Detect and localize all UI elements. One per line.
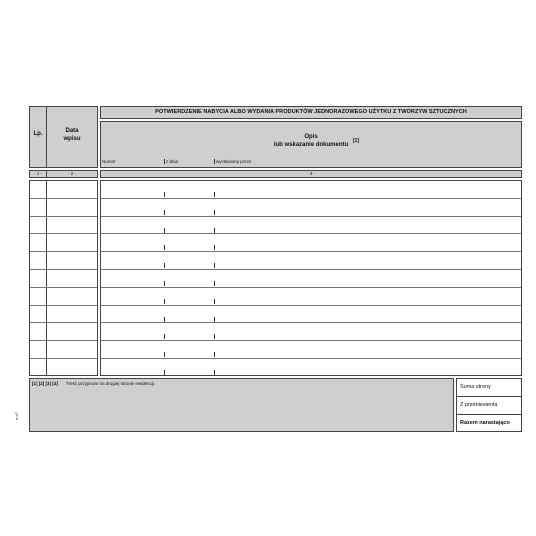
row-field-divider — [214, 228, 215, 233]
row-rule-left — [30, 216, 97, 217]
row-rule-right — [101, 358, 521, 359]
row-field-divider — [214, 334, 215, 339]
row-rule-right — [101, 269, 521, 270]
sub-numer-label: Numer — [102, 159, 116, 164]
header-data-label-line1: Data — [65, 128, 79, 134]
sub-divider-2 — [214, 159, 215, 164]
row-field-divider — [164, 245, 165, 250]
header-lp-label: Lp. — [33, 131, 43, 137]
row-rule-left — [30, 251, 97, 252]
row-field-divider — [164, 299, 165, 304]
row-rule-left — [30, 287, 97, 288]
sub-wystawiony-label: wystawiony przez — [216, 159, 252, 164]
row-field-divider — [214, 370, 215, 375]
footnote-note: Treść przypisów na drugiej stronie ewidencji. — [66, 381, 156, 386]
row-rule-right — [101, 251, 521, 252]
opis-label-line2: lub wskazanie dokumentu — [273, 142, 349, 148]
row-field-divider — [214, 352, 215, 357]
row-rule-left — [30, 305, 97, 306]
row-rule-right — [101, 216, 521, 217]
row-field-divider — [164, 192, 165, 197]
row-rule-right — [101, 340, 521, 341]
row-field-divider — [214, 210, 215, 215]
z-przeniesienia-label: Z przeniesienia — [460, 402, 498, 408]
side-form-code: e-s7 — [14, 412, 19, 420]
suma-strony-label: Suma strony — [460, 384, 491, 390]
row-rule-left — [30, 233, 97, 234]
footnotes-box — [29, 378, 454, 432]
row-rule-left — [30, 322, 97, 323]
row-field-divider — [164, 352, 165, 357]
row-field-divider — [164, 317, 165, 322]
num-label-2: - 2 - — [67, 171, 76, 176]
row-field-divider — [164, 281, 165, 286]
row-field-divider — [164, 334, 165, 339]
row-rule-right — [101, 287, 521, 288]
row-field-divider — [214, 281, 215, 286]
row-field-divider — [164, 263, 165, 268]
row-rule-right — [101, 322, 521, 323]
row-field-divider — [214, 192, 215, 197]
row-rule-right — [101, 305, 521, 306]
lp-data-divider — [46, 180, 47, 376]
row-field-divider — [214, 299, 215, 304]
form-title: POTWIERDZENIE NABYCIA ALBO WYDANIA PRODUKTÓW JEDNORAZOWEGO UŻYTKU Z TWORZYW SZTUCZNYCH — [155, 109, 467, 115]
num-label-1: - 1 - — [33, 171, 42, 176]
totals-divider-1 — [456, 396, 522, 397]
opis-footnote-ref: [1] — [353, 138, 360, 144]
row-rule-right — [101, 198, 521, 199]
razem-narastajaco-label: Razem narastająco — [460, 420, 510, 426]
header-lp-cell — [29, 106, 47, 168]
lp-data-body — [29, 180, 98, 376]
row-rule-left — [30, 198, 97, 199]
footnote-refs: [1] [2] [3] [4] — [32, 381, 58, 386]
row-field-divider — [164, 370, 165, 375]
row-field-divider — [214, 263, 215, 268]
row-rule-left — [30, 269, 97, 270]
sub-divider-1 — [164, 159, 165, 164]
totals-divider-2 — [456, 414, 522, 415]
sub-z-dnia-label: z dnia — [166, 159, 179, 164]
row-field-divider — [164, 228, 165, 233]
row-field-divider — [214, 245, 215, 250]
header-data-label-line2: wpisu — [63, 136, 81, 142]
row-rule-left — [30, 358, 97, 359]
row-rule-right — [101, 233, 521, 234]
row-field-divider — [214, 317, 215, 322]
num-label-3: - 3 - — [306, 171, 315, 176]
row-field-divider — [164, 210, 165, 215]
row-rule-left — [30, 340, 97, 341]
opis-label-line1: Opis — [304, 134, 318, 140]
